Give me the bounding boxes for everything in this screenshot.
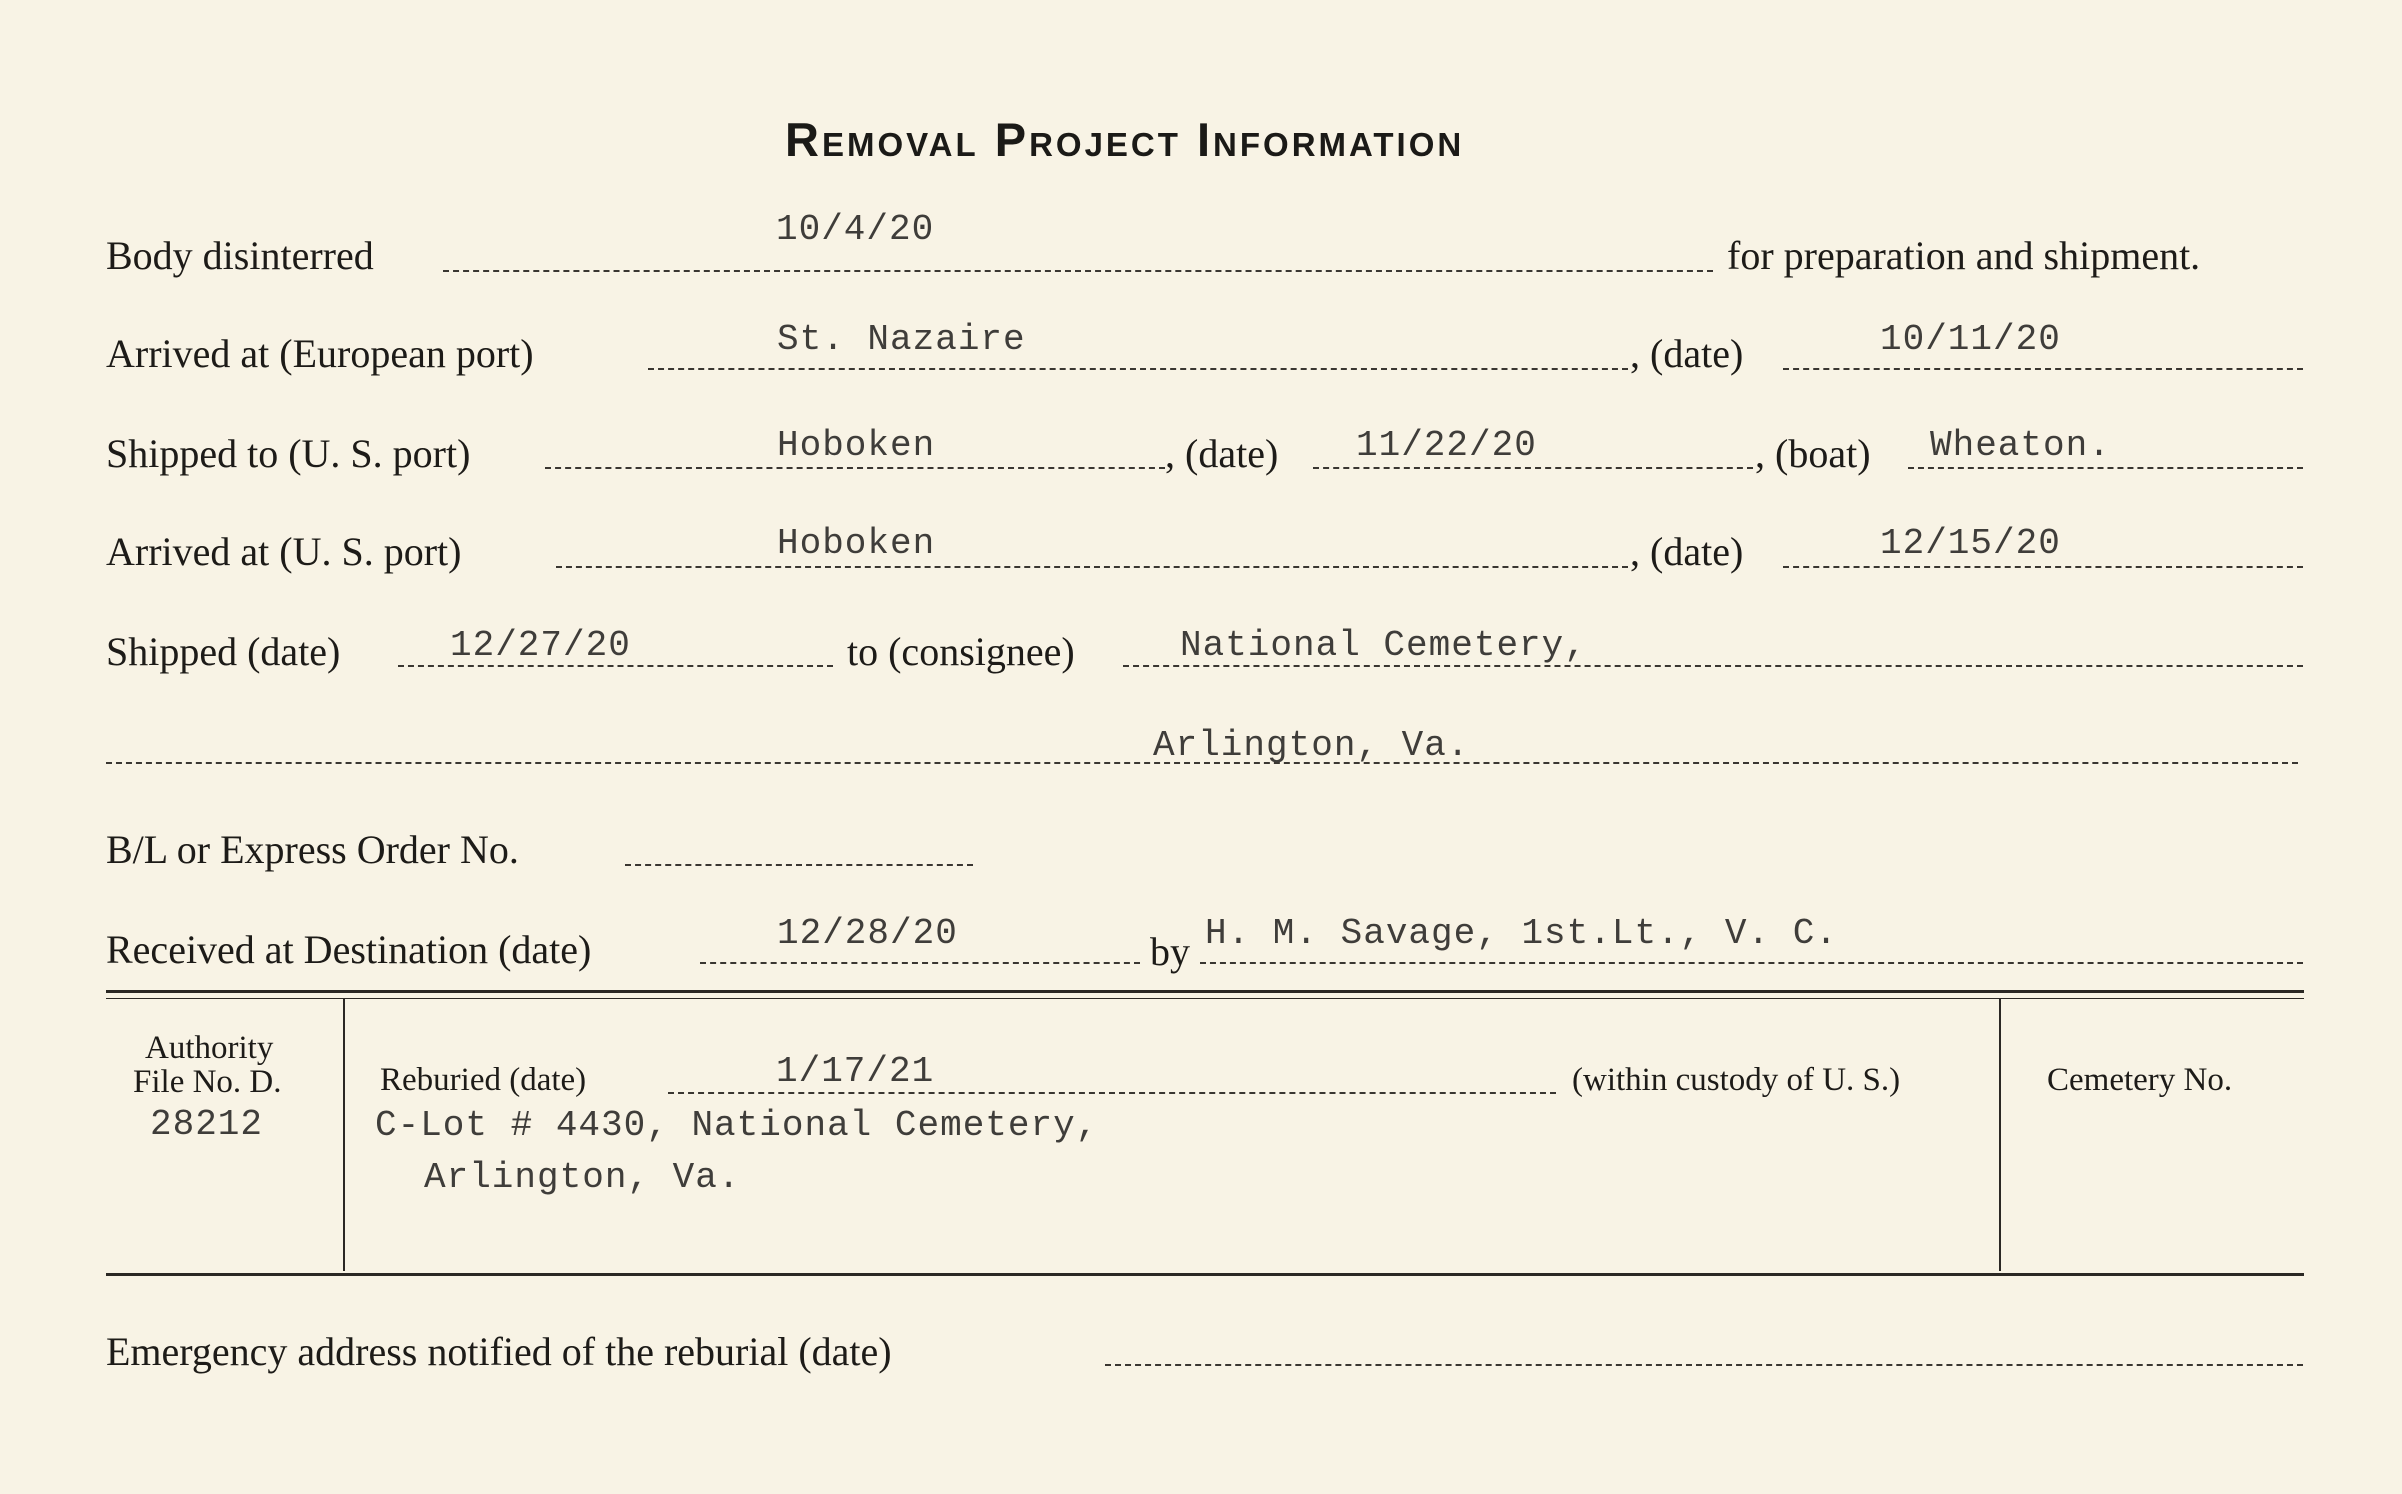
shipped-to-us-label: Shipped to (U. S. port) [106, 431, 471, 476]
us-port-arrived-value: Hoboken [777, 523, 936, 564]
emergency-label: Emergency address notified of the reburial (date) [106, 1329, 892, 1374]
table-bottom-rule [106, 1273, 2304, 1276]
reburied-label: Reburied (date) [380, 1062, 587, 1098]
card-title: Removal Project Information [785, 113, 1465, 166]
dotted-line [1783, 566, 2303, 568]
to-consignee-label: to (consignee) [847, 629, 1075, 674]
arrived-european-label: Arrived at (European port) [106, 331, 534, 376]
date-label: , (date) [1630, 529, 1744, 574]
date-label: , (date) [1630, 331, 1744, 376]
file-number-value: 28212 [150, 1104, 264, 1145]
table-top-rule-thin [106, 998, 2304, 999]
shipped-out-date-value: 12/27/20 [450, 625, 631, 666]
within-custody-label: (within custody of U. S.) [1572, 1062, 1901, 1098]
received-date-value: 12/28/20 [777, 913, 958, 954]
received-by-value: H. M. Savage, 1st.Lt., V. C. [1205, 913, 1838, 954]
table-top-rule [106, 990, 2304, 993]
dotted-line [625, 864, 973, 866]
european-port-value: St. Nazaire [777, 319, 1026, 360]
reburial-location-1-value: C-Lot # 4430, National Cemetery, [375, 1105, 1099, 1146]
reburied-date-value: 1/17/21 [776, 1051, 935, 1092]
dotted-line [700, 962, 1140, 964]
bl-order-label: B/L or Express Order No. [106, 827, 519, 872]
date-label: , (date) [1165, 431, 1279, 476]
us-port-shipped-value: Hoboken [777, 425, 936, 466]
cemetery-no-label: Cemetery No. [2047, 1062, 2233, 1098]
by-label: by [1150, 929, 1190, 974]
consignee-line1-value: National Cemetery, [1180, 625, 1587, 666]
dotted-line [556, 566, 1628, 568]
for-preparation-label: for preparation and shipment. [1727, 233, 2201, 278]
dotted-line [1783, 368, 2303, 370]
dotted-line [1200, 962, 2303, 964]
table-divider [343, 999, 345, 1271]
dotted-line [1313, 467, 1753, 469]
shipped-date-value: 11/22/20 [1356, 425, 1537, 466]
body-disinterred-label: Body disinterred [106, 233, 374, 278]
boat-value: Wheaton. [1930, 425, 2111, 466]
shipped-date-label: Shipped (date) [106, 629, 341, 674]
disinterred-date-value: 10/4/20 [776, 209, 935, 250]
european-date-value: 10/11/20 [1880, 319, 2061, 360]
dotted-line [443, 270, 1713, 272]
dotted-line [1105, 1364, 2303, 1366]
file-no-label: File No. D. [133, 1064, 282, 1100]
table-divider [1999, 999, 2001, 1271]
arrived-us-label: Arrived at (U. S. port) [106, 529, 462, 574]
authority-label: Authority [145, 1030, 274, 1066]
boat-label: , (boat) [1755, 431, 1871, 476]
dotted-line [545, 467, 1165, 469]
dotted-line [668, 1092, 1556, 1094]
received-destination-label: Received at Destination (date) [106, 927, 592, 972]
consignee-line2-value: Arlington, Va. [1153, 725, 1470, 766]
dotted-line [1908, 467, 2303, 469]
reburial-location-2-value: Arlington, Va. [424, 1157, 741, 1198]
us-arrival-date-value: 12/15/20 [1880, 523, 2061, 564]
dotted-line [648, 368, 1628, 370]
